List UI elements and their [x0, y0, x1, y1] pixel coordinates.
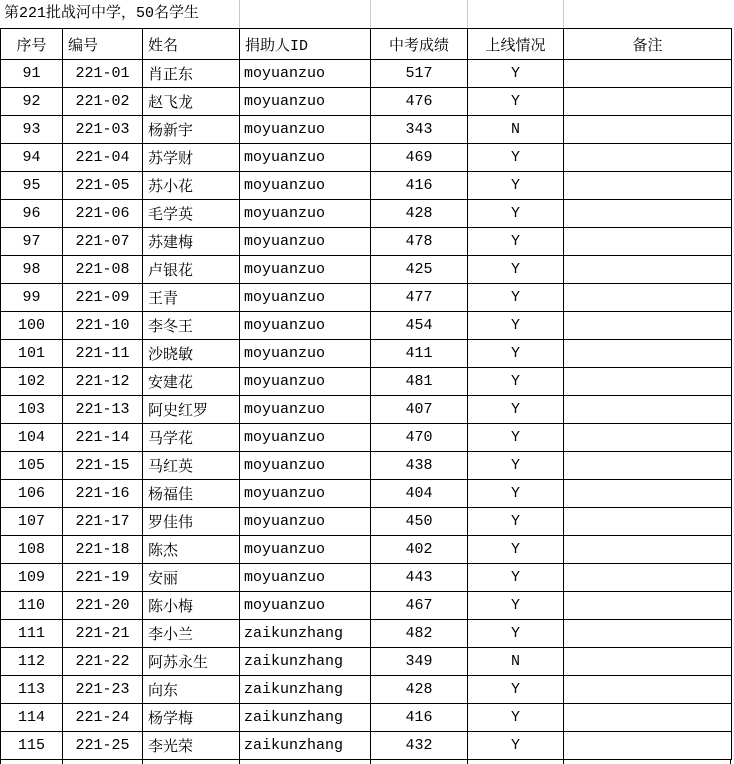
- cell-online-status[interactable]: Y: [468, 704, 564, 732]
- gridline: [370, 0, 371, 28]
- cell-name[interactable]: 杨学梅: [143, 704, 240, 732]
- cell-code[interactable]: 221-17: [63, 508, 143, 536]
- cell-name[interactable]: 赵飞龙: [143, 88, 240, 116]
- cell-remark[interactable]: [564, 88, 732, 116]
- header-online-status[interactable]: 上线情况: [468, 29, 564, 60]
- cell-score[interactable]: 428: [371, 676, 468, 704]
- cell-index[interactable]: 110: [1, 592, 63, 620]
- cell-index[interactable]: 109: [1, 564, 63, 592]
- cell-remark[interactable]: [564, 284, 732, 312]
- cell-name[interactable]: 向东: [143, 676, 240, 704]
- cell-remark[interactable]: [564, 340, 732, 368]
- title-row[interactable]: [0, 0, 734, 28]
- cell-score[interactable]: 416: [371, 172, 468, 200]
- cell-donor-id[interactable]: moyuanzuo: [240, 88, 371, 116]
- cell-name[interactable]: 陈小梅: [143, 592, 240, 620]
- cell-index[interactable]: 105: [1, 452, 63, 480]
- cell-code[interactable]: 221-03: [63, 116, 143, 144]
- cell-remark[interactable]: [564, 508, 732, 536]
- cell-code[interactable]: 221-01: [63, 60, 143, 88]
- cell-code[interactable]: 221-23: [63, 676, 143, 704]
- cell-online-status[interactable]: Y: [468, 60, 564, 88]
- cell-name[interactable]: 阿史红罗: [143, 396, 240, 424]
- cell-index[interactable]: 112: [1, 648, 63, 676]
- cell-score[interactable]: 467: [371, 592, 468, 620]
- cell-donor-id[interactable]: moyuanzuo: [240, 564, 371, 592]
- sheet-title: 第221批战河中学，50名学生: [4, 5, 200, 22]
- cell-code[interactable]: 221-04: [63, 144, 143, 172]
- cell-online-status[interactable]: Y: [468, 508, 564, 536]
- partial-row-gridline: [0, 759, 1, 764]
- table-row: [1, 480, 732, 508]
- cell-online-status[interactable]: Y: [468, 592, 564, 620]
- cell-score[interactable]: 407: [371, 396, 468, 424]
- cell-remark[interactable]: [564, 676, 732, 704]
- table-row: [1, 312, 732, 340]
- header-donor-id[interactable]: 捐助人ID: [240, 29, 371, 60]
- cell-online-status[interactable]: N: [468, 116, 564, 144]
- cell-donor-id[interactable]: moyuanzuo: [240, 200, 371, 228]
- cell-code[interactable]: 221-25: [63, 732, 143, 760]
- cell-remark[interactable]: [564, 228, 732, 256]
- header-score[interactable]: 中考成绩: [371, 29, 468, 60]
- cell-score[interactable]: 470: [371, 424, 468, 452]
- cell-online-status[interactable]: Y: [468, 536, 564, 564]
- cell-name[interactable]: 马学花: [143, 424, 240, 452]
- cell-index[interactable]: 114: [1, 704, 63, 732]
- header-index[interactable]: 序号: [1, 29, 63, 60]
- cell-code[interactable]: 221-21: [63, 620, 143, 648]
- table-row: [1, 144, 732, 172]
- cell-index[interactable]: 107: [1, 508, 63, 536]
- cell-remark[interactable]: [564, 648, 732, 676]
- cell-score[interactable]: 402: [371, 536, 468, 564]
- cell-name[interactable]: 沙晓敏: [143, 340, 240, 368]
- partial-row-gridline: [730, 759, 731, 764]
- cell-online-status[interactable]: Y: [468, 424, 564, 452]
- cell-score[interactable]: 438: [371, 452, 468, 480]
- cell-code[interactable]: 221-10: [63, 312, 143, 340]
- cell-score[interactable]: 517: [371, 60, 468, 88]
- cell-donor-id[interactable]: moyuanzuo: [240, 592, 371, 620]
- table-row: [1, 620, 732, 648]
- cell-remark[interactable]: [564, 60, 732, 88]
- cell-name[interactable]: 肖正东: [143, 60, 240, 88]
- cell-online-status[interactable]: Y: [468, 368, 564, 396]
- cell-index[interactable]: 99: [1, 284, 63, 312]
- cell-code[interactable]: 221-11: [63, 340, 143, 368]
- cell-name[interactable]: 阿苏永生: [143, 648, 240, 676]
- cell-score[interactable]: 428: [371, 200, 468, 228]
- cell-donor-id[interactable]: zaikunzhang: [240, 620, 371, 648]
- partial-row-gridline: [563, 759, 564, 764]
- table-row: [1, 284, 732, 312]
- partial-row-gridline: [467, 759, 468, 764]
- cell-remark[interactable]: [564, 704, 732, 732]
- table-row: [1, 116, 732, 144]
- cell-code[interactable]: 221-13: [63, 396, 143, 424]
- cell-remark[interactable]: [564, 116, 732, 144]
- cell-name[interactable]: 杨新宇: [143, 116, 240, 144]
- cell-code[interactable]: 221-09: [63, 284, 143, 312]
- cell-donor-id[interactable]: moyuanzuo: [240, 172, 371, 200]
- gridline: [563, 0, 564, 28]
- cell-remark[interactable]: [564, 172, 732, 200]
- cell-score[interactable]: 478: [371, 228, 468, 256]
- table-row: [1, 368, 732, 396]
- cell-score[interactable]: 481: [371, 368, 468, 396]
- cell-online-status[interactable]: Y: [468, 396, 564, 424]
- cell-online-status[interactable]: Y: [468, 620, 564, 648]
- cell-index[interactable]: 92: [1, 88, 63, 116]
- cell-donor-id[interactable]: moyuanzuo: [240, 228, 371, 256]
- cell-index[interactable]: 96: [1, 200, 63, 228]
- cell-score[interactable]: 476: [371, 88, 468, 116]
- cell-online-status[interactable]: Y: [468, 480, 564, 508]
- cell-donor-id[interactable]: moyuanzuo: [240, 480, 371, 508]
- table-row: [1, 172, 732, 200]
- cell-code[interactable]: 221-06: [63, 200, 143, 228]
- table-body: [1, 60, 732, 760]
- partial-row-gridline: [142, 759, 143, 764]
- cell-remark[interactable]: [564, 592, 732, 620]
- cell-donor-id[interactable]: moyuanzuo: [240, 256, 371, 284]
- table-row: [1, 228, 732, 256]
- cell-score[interactable]: 404: [371, 480, 468, 508]
- table-row: [1, 564, 732, 592]
- cell-donor-id[interactable]: zaikunzhang: [240, 732, 371, 760]
- cell-donor-id[interactable]: moyuanzuo: [240, 508, 371, 536]
- cell-score[interactable]: 411: [371, 340, 468, 368]
- cell-score[interactable]: 349: [371, 648, 468, 676]
- cell-donor-id[interactable]: moyuanzuo: [240, 368, 371, 396]
- cell-code[interactable]: 221-20: [63, 592, 143, 620]
- cell-online-status[interactable]: Y: [468, 172, 564, 200]
- cell-index[interactable]: 104: [1, 424, 63, 452]
- cell-online-status[interactable]: Y: [468, 732, 564, 760]
- cell-code[interactable]: 221-02: [63, 88, 143, 116]
- partial-row-gridline: [62, 759, 63, 764]
- cell-donor-id[interactable]: moyuanzuo: [240, 396, 371, 424]
- cell-name[interactable]: 安丽: [143, 564, 240, 592]
- cell-remark[interactable]: [564, 732, 732, 760]
- cell-donor-id[interactable]: zaikunzhang: [240, 704, 371, 732]
- cell-donor-id[interactable]: moyuanzuo: [240, 536, 371, 564]
- cell-index[interactable]: 115: [1, 732, 63, 760]
- cell-remark[interactable]: [564, 312, 732, 340]
- cell-donor-id[interactable]: moyuanzuo: [240, 116, 371, 144]
- cell-remark[interactable]: [564, 144, 732, 172]
- cell-donor-id[interactable]: zaikunzhang: [240, 648, 371, 676]
- cell-online-status[interactable]: Y: [468, 200, 564, 228]
- cell-index[interactable]: 113: [1, 676, 63, 704]
- table-row: [1, 424, 732, 452]
- cell-name[interactable]: 李光荣: [143, 732, 240, 760]
- header-row: [1, 29, 732, 60]
- table-row: [1, 704, 732, 732]
- cell-online-status[interactable]: Y: [468, 340, 564, 368]
- cell-index[interactable]: 111: [1, 620, 63, 648]
- cell-code[interactable]: 221-08: [63, 256, 143, 284]
- table-row: [1, 340, 732, 368]
- table-row: [1, 60, 732, 88]
- cell-donor-id[interactable]: moyuanzuo: [240, 452, 371, 480]
- cell-name[interactable]: 李冬王: [143, 312, 240, 340]
- student-table: [0, 28, 732, 760]
- table-row: [1, 508, 732, 536]
- cell-score[interactable]: 432: [371, 732, 468, 760]
- cell-index[interactable]: 91: [1, 60, 63, 88]
- gridline: [467, 0, 468, 28]
- cell-index[interactable]: 101: [1, 340, 63, 368]
- table-row: [1, 452, 732, 480]
- cell-online-status[interactable]: Y: [468, 144, 564, 172]
- cell-name[interactable]: 李小兰: [143, 620, 240, 648]
- cell-index[interactable]: 97: [1, 228, 63, 256]
- cell-score[interactable]: 469: [371, 144, 468, 172]
- cell-code[interactable]: 221-16: [63, 480, 143, 508]
- cell-donor-id[interactable]: moyuanzuo: [240, 60, 371, 88]
- cell-code[interactable]: 221-24: [63, 704, 143, 732]
- cell-name[interactable]: 罗佳伟: [143, 508, 240, 536]
- cell-donor-id[interactable]: zaikunzhang: [240, 676, 371, 704]
- cell-index[interactable]: 102: [1, 368, 63, 396]
- cell-code[interactable]: 221-15: [63, 452, 143, 480]
- cell-index[interactable]: 98: [1, 256, 63, 284]
- cell-online-status[interactable]: Y: [468, 228, 564, 256]
- gridline: [239, 0, 240, 28]
- cell-remark[interactable]: [564, 452, 732, 480]
- cell-name[interactable]: 卢银花: [143, 256, 240, 284]
- table-row: [1, 732, 732, 760]
- cell-online-status[interactable]: N: [468, 648, 564, 676]
- cell-name[interactable]: 苏小花: [143, 172, 240, 200]
- cell-remark[interactable]: [564, 480, 732, 508]
- cell-remark[interactable]: [564, 368, 732, 396]
- cell-online-status[interactable]: Y: [468, 256, 564, 284]
- cell-score[interactable]: 482: [371, 620, 468, 648]
- cell-remark[interactable]: [564, 200, 732, 228]
- cell-score[interactable]: 425: [371, 256, 468, 284]
- cell-name[interactable]: 杨福佳: [143, 480, 240, 508]
- cell-index[interactable]: 95: [1, 172, 63, 200]
- partial-row-gridline: [239, 759, 240, 764]
- table-row: [1, 676, 732, 704]
- cell-code[interactable]: 221-14: [63, 424, 143, 452]
- cell-remark[interactable]: [564, 256, 732, 284]
- table-row: [1, 648, 732, 676]
- cell-score[interactable]: 443: [371, 564, 468, 592]
- cell-code[interactable]: 221-19: [63, 564, 143, 592]
- cell-score[interactable]: 343: [371, 116, 468, 144]
- cell-remark[interactable]: [564, 424, 732, 452]
- table-row: [1, 396, 732, 424]
- cell-name[interactable]: 马红英: [143, 452, 240, 480]
- cell-online-status[interactable]: Y: [468, 312, 564, 340]
- cell-index[interactable]: 103: [1, 396, 63, 424]
- cell-name[interactable]: 毛学英: [143, 200, 240, 228]
- cell-online-status[interactable]: Y: [468, 564, 564, 592]
- cell-score[interactable]: 416: [371, 704, 468, 732]
- header-code[interactable]: 编号: [63, 29, 143, 60]
- cell-score[interactable]: 450: [371, 508, 468, 536]
- table-row: [1, 256, 732, 284]
- cell-name[interactable]: 苏学财: [143, 144, 240, 172]
- table-row: [1, 88, 732, 116]
- cell-code[interactable]: 221-05: [63, 172, 143, 200]
- cell-remark[interactable]: [564, 536, 732, 564]
- table-row: [1, 536, 732, 564]
- cell-name[interactable]: 苏建梅: [143, 228, 240, 256]
- cell-index[interactable]: 94: [1, 144, 63, 172]
- cell-score[interactable]: 477: [371, 284, 468, 312]
- cell-index[interactable]: 108: [1, 536, 63, 564]
- cell-name[interactable]: 陈杰: [143, 536, 240, 564]
- cell-remark[interactable]: [564, 620, 732, 648]
- cell-remark[interactable]: [564, 564, 732, 592]
- cell-score[interactable]: 454: [371, 312, 468, 340]
- table-row: [1, 200, 732, 228]
- header-name[interactable]: 姓名: [143, 29, 240, 60]
- cell-donor-id[interactable]: moyuanzuo: [240, 340, 371, 368]
- cell-donor-id[interactable]: moyuanzuo: [240, 284, 371, 312]
- cell-remark[interactable]: [564, 396, 732, 424]
- cell-online-status[interactable]: Y: [468, 88, 564, 116]
- cell-code[interactable]: 221-07: [63, 228, 143, 256]
- cell-index[interactable]: 93: [1, 116, 63, 144]
- cell-code[interactable]: 221-22: [63, 648, 143, 676]
- cell-code[interactable]: 221-12: [63, 368, 143, 396]
- header-remark[interactable]: 备注: [564, 29, 732, 60]
- cell-name[interactable]: 王青: [143, 284, 240, 312]
- cell-donor-id[interactable]: moyuanzuo: [240, 424, 371, 452]
- cell-donor-id[interactable]: moyuanzuo: [240, 144, 371, 172]
- cell-online-status[interactable]: Y: [468, 284, 564, 312]
- partial-row-gridline: [370, 759, 371, 764]
- cell-index[interactable]: 100: [1, 312, 63, 340]
- cell-code[interactable]: 221-18: [63, 536, 143, 564]
- table-row: [1, 592, 732, 620]
- cell-online-status[interactable]: Y: [468, 452, 564, 480]
- cell-donor-id[interactable]: moyuanzuo: [240, 312, 371, 340]
- cell-name[interactable]: 安建花: [143, 368, 240, 396]
- cell-online-status[interactable]: Y: [468, 676, 564, 704]
- cell-index[interactable]: 106: [1, 480, 63, 508]
